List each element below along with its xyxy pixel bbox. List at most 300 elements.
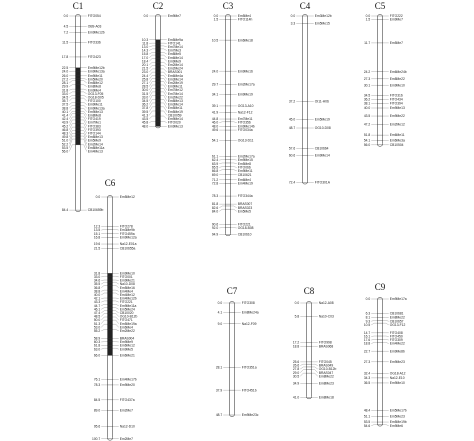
marker-position: 31.8 xyxy=(61,88,69,93)
marker-position: 48.7 xyxy=(215,413,223,418)
marker-position: 0.0 xyxy=(143,14,149,19)
position-leader xyxy=(149,99,155,104)
marker-position: 33.0 xyxy=(61,91,69,96)
chromosome-title: C8 xyxy=(303,286,315,296)
marker-leader xyxy=(81,145,87,152)
marker-name: Em7Me11 xyxy=(237,117,253,122)
marker-name: Em6Me11 xyxy=(389,133,405,138)
marker-name: FITO054 xyxy=(87,14,101,19)
marker-name: FITO423 xyxy=(87,55,101,60)
marker-name: FITO434 xyxy=(389,97,403,102)
marker-leader xyxy=(81,81,87,83)
marker-position: 1.5 xyxy=(365,17,371,22)
marker-position: 24.4 xyxy=(141,73,149,78)
marker-name: Em6Me3a xyxy=(389,138,405,143)
marker-name: Em6Me24b xyxy=(389,69,407,74)
marker-position: 34.5 xyxy=(61,95,69,100)
marker-position: 47.4 xyxy=(93,311,101,316)
marker-position: 44.7 xyxy=(93,303,101,308)
marker-position: 29.9 xyxy=(61,84,69,89)
marker-position: 10.3 xyxy=(141,37,149,42)
marker-position: 19.6 xyxy=(93,242,101,247)
marker-name: Em6Me4 xyxy=(119,325,133,330)
marker-name: Em4Me12b xyxy=(119,296,137,301)
marker-leader xyxy=(161,103,167,108)
marker-position: 40.1 xyxy=(61,109,69,114)
marker-name: Em8Me22 xyxy=(389,76,405,81)
position-leader xyxy=(101,229,107,230)
marker-name: CB10664 xyxy=(314,146,329,151)
position-leader xyxy=(149,88,155,93)
marker-name: Em9Me11 xyxy=(167,84,183,89)
marker-leader xyxy=(161,62,167,65)
marker-position: 21.5 xyxy=(93,246,101,251)
marker-position: 57.6 xyxy=(288,146,296,151)
marker-position: 28.5 xyxy=(141,84,149,89)
marker-position: 38.8 xyxy=(93,289,101,294)
marker-position: 37.9 xyxy=(215,388,223,393)
marker-name: Na12-A08 xyxy=(318,301,334,306)
marker-position: 22.5 xyxy=(61,65,69,70)
marker-name: FITO998 xyxy=(318,340,332,345)
marker-name: FITO221 xyxy=(119,300,133,305)
marker-position: 6.3 xyxy=(365,311,371,316)
marker-position: 39.5 xyxy=(141,109,149,114)
marker-leader xyxy=(161,55,167,58)
marker-position: 0.0 xyxy=(294,301,300,306)
marker-position: 39.1 xyxy=(211,104,219,109)
position-leader xyxy=(101,329,107,330)
marker-name: FITO309 xyxy=(389,338,403,343)
marker-name: Em7Me14 xyxy=(167,44,183,49)
position-leader xyxy=(149,55,155,58)
marker-name: Em9Me23 xyxy=(389,359,405,364)
marker-dense-region xyxy=(108,273,112,355)
marker-leader xyxy=(113,348,119,349)
marker-name: Em4Me22 xyxy=(389,341,405,346)
chromosome-title: C6 xyxy=(104,178,116,188)
marker-name: CB10621 xyxy=(237,172,252,177)
marker-name: Em4Me12 xyxy=(119,293,135,298)
chromosome-c1 xyxy=(62,1,105,212)
marker-position: 38.1 xyxy=(363,101,371,106)
marker-position: 34.3 xyxy=(363,375,371,380)
marker-name: FITO034a xyxy=(237,128,253,133)
marker-name: Em2Me14 xyxy=(167,62,183,67)
marker-name: Em9Me12a xyxy=(119,235,137,240)
marker-position: 90.6 xyxy=(211,222,219,227)
marker-position: 0.0 xyxy=(365,297,371,302)
marker-position: 82.6 xyxy=(211,205,219,210)
marker-position: 51.3 xyxy=(93,321,101,326)
marker-name: Em9Me10 xyxy=(389,83,405,88)
marker-leader xyxy=(161,78,167,83)
marker-name: Em9Me13 xyxy=(389,106,405,111)
position-leader xyxy=(149,46,155,47)
position-leader xyxy=(149,116,155,119)
marker-position: 13.5 xyxy=(93,228,101,233)
chromosome-c6 xyxy=(92,178,138,441)
marker-name: Na10-C03 xyxy=(318,314,334,319)
marker-name: FITO020 xyxy=(167,120,181,125)
marker-position: 30.1 xyxy=(363,83,371,88)
marker-position: 17.2 xyxy=(292,340,300,345)
position-leader xyxy=(69,117,75,123)
marker-name: Em3Me12b xyxy=(314,14,332,19)
marker-leader xyxy=(113,320,119,324)
marker-name: OG10-B12b xyxy=(318,367,337,372)
position-leader xyxy=(101,304,107,305)
marker-leader xyxy=(161,116,167,119)
marker-position: 76.1 xyxy=(93,377,101,382)
marker-leader xyxy=(81,139,87,148)
marker-name: Em5Me24 xyxy=(119,307,135,312)
marker-name: Em9Me11 xyxy=(87,102,103,107)
marker-position: 14.7 xyxy=(363,330,371,335)
marker-position: 3.3 xyxy=(290,21,296,26)
marker-position: 9.0 xyxy=(217,321,223,326)
marker-position: 37.2 xyxy=(288,99,296,104)
marker-position: 27.3 xyxy=(363,76,371,81)
marker-position: 48.7 xyxy=(288,126,296,131)
marker-leader xyxy=(161,52,167,54)
marker-name: Em5Me19b xyxy=(389,420,407,425)
marker-name: Em9Me14b xyxy=(237,124,255,129)
chromosome-title: C5 xyxy=(374,1,386,11)
marker-leader xyxy=(113,329,119,330)
marker-name: Em6Me4 xyxy=(237,177,251,182)
marker-name: Em8Me13 xyxy=(167,98,183,103)
marker-position: 22.7 xyxy=(363,349,371,354)
marker-leader xyxy=(81,95,87,97)
marker-name: BRAS047 xyxy=(318,370,334,375)
marker-position: 56.0 xyxy=(363,142,371,147)
marker-name: Em9Me12b xyxy=(87,65,105,70)
marker-name: Em6Me18 xyxy=(237,38,253,43)
marker-position: 0.0 xyxy=(290,14,296,19)
marker-name: Em5Me23 xyxy=(389,414,405,419)
marker-position: 18.4 xyxy=(141,59,149,64)
marker-name: Em6Me4a xyxy=(167,73,183,78)
marker-position: 16.1 xyxy=(363,334,371,339)
marker-name: FITO221 xyxy=(237,222,251,227)
marker-position: 49.8 xyxy=(61,135,69,140)
marker-position: 23.0 xyxy=(141,70,149,75)
marker-name: FITO394 xyxy=(389,101,403,106)
marker-position: 54.1 xyxy=(363,138,371,143)
marker-name: Em9Me21 xyxy=(119,278,135,283)
marker-position: 41.3 xyxy=(141,113,149,118)
marker-leader xyxy=(81,105,87,108)
marker-position: 34.5 xyxy=(363,93,371,98)
marker-name: CB10655a xyxy=(119,246,136,251)
marker-name: Em9Me8b xyxy=(389,349,405,354)
marker-position: 43.5 xyxy=(363,114,371,119)
marker-position: 72.4 xyxy=(288,180,296,185)
marker-name: Em5Me5 xyxy=(237,209,251,214)
marker-name: Em9Me13a xyxy=(87,106,105,111)
marker-position: 15.1 xyxy=(93,231,101,236)
marker-position: 35.5 xyxy=(93,282,101,287)
marker-leader xyxy=(161,46,167,47)
marker-position: 36.2 xyxy=(141,102,149,107)
marker-position: 48.5 xyxy=(93,314,101,319)
marker-position: 61.1 xyxy=(211,154,219,159)
position-leader xyxy=(69,79,75,80)
marker-position: 54.1 xyxy=(211,138,219,143)
marker-leader xyxy=(161,85,167,90)
position-leader xyxy=(149,111,155,115)
marker-position: 71.2 xyxy=(211,177,219,182)
marker-position: 14.3 xyxy=(141,48,149,53)
marker-position: 54.6 xyxy=(363,423,371,428)
marker-name: FITO459a xyxy=(119,231,135,236)
marker-position: 18.8 xyxy=(363,341,371,346)
marker-position: 11.5 xyxy=(62,40,69,45)
marker-name: FITO351a xyxy=(241,365,257,370)
marker-leader xyxy=(81,98,87,101)
marker-position: 29.0 xyxy=(292,370,300,375)
marker-position: 4.1 xyxy=(217,310,223,315)
marker-position: 25.6 xyxy=(292,359,300,364)
marker-name: BRAS023 xyxy=(237,205,253,210)
position-leader xyxy=(69,105,75,108)
marker-name: Em2Me24 xyxy=(167,66,183,71)
marker-name: Em5Me11 xyxy=(167,106,183,111)
marker-name: Em6Me14 xyxy=(167,55,183,60)
position-leader xyxy=(101,317,107,320)
position-leader xyxy=(300,373,306,376)
marker-name: BRAS001 xyxy=(167,70,183,75)
marker-position: 4.5 xyxy=(63,24,69,29)
position-leader xyxy=(219,206,225,208)
marker-name: Em9Me16 xyxy=(237,69,253,74)
marker-name: Em4Me4 xyxy=(119,289,133,294)
position-leader xyxy=(371,320,377,321)
position-leader xyxy=(371,425,377,426)
marker-name: FITO344a xyxy=(237,194,253,199)
marker-leader xyxy=(161,111,167,115)
marker-name: Em8Me24a xyxy=(241,310,259,315)
marker-position: 27.2 xyxy=(61,77,69,82)
chromosome-title: C3 xyxy=(222,1,234,11)
chromosome-title: C7 xyxy=(226,286,238,296)
marker-position: 43.5 xyxy=(141,116,149,121)
marker-name: Em4Me19 xyxy=(237,181,253,186)
marker-name: OG10-B12b xyxy=(119,314,138,319)
marker-leader xyxy=(113,276,119,277)
marker-position: 84.5 xyxy=(93,397,101,402)
position-leader xyxy=(371,342,377,343)
marker-name: Em9Me12b xyxy=(87,30,105,35)
position-leader xyxy=(149,49,155,51)
position-leader xyxy=(69,102,75,104)
marker-position: 0.0 xyxy=(213,14,219,19)
marker-name: BRAS068 xyxy=(318,344,334,349)
marker-position: 0.0 xyxy=(95,195,101,200)
marker-position: 53.0 xyxy=(93,325,101,330)
position-leader xyxy=(69,89,75,90)
marker-position: 30.5 xyxy=(292,374,300,379)
marker-name: FITO316 xyxy=(389,93,403,98)
marker-name: Em2Me17a xyxy=(237,82,255,87)
chromosome-bar xyxy=(377,15,383,147)
position-leader xyxy=(69,81,75,83)
marker-name: Em2Me7 xyxy=(119,436,133,441)
marker-position: 36.2 xyxy=(363,97,371,102)
position-leader xyxy=(101,301,107,302)
marker-name: Em9Me10 xyxy=(389,381,405,386)
marker-name: OG18-D05 xyxy=(87,95,104,100)
marker-position: 33.0 xyxy=(141,95,149,100)
marker-name: Em6Me21 xyxy=(119,353,135,358)
marker-position: 18.8 xyxy=(292,344,300,349)
position-leader xyxy=(149,85,155,90)
chromosome-bar xyxy=(302,15,308,185)
marker-position: 20.1 xyxy=(141,62,149,67)
marker-leader xyxy=(383,342,389,343)
marker-name: Na12-D10 xyxy=(119,424,135,429)
chromosome-bar xyxy=(225,15,231,236)
position-leader xyxy=(149,75,155,79)
marker-position: 36.5 xyxy=(363,381,371,386)
marker-leader xyxy=(161,49,167,51)
marker-name: Em9Me13a xyxy=(87,69,105,74)
marker-name: Em9Me13 xyxy=(167,124,183,129)
marker-leader xyxy=(81,79,87,80)
marker-name: Em6Me12 xyxy=(119,343,135,348)
marker-position: 31.8 xyxy=(93,271,101,276)
marker-position: 42.1 xyxy=(93,296,101,301)
marker-name: BRAS007 xyxy=(237,202,253,207)
marker-name: Em8Me8 xyxy=(87,113,101,118)
marker-name: FITO437a xyxy=(119,397,135,402)
chromosome-bar xyxy=(229,302,235,417)
chromosome-c9 xyxy=(364,282,407,428)
marker-name: Em2Me14 xyxy=(87,142,103,147)
chromosome-title: C1 xyxy=(72,1,84,11)
marker-position: 25.8 xyxy=(141,77,149,82)
marker-leader xyxy=(231,122,237,123)
marker-position: 48.0 xyxy=(211,124,219,129)
marker-position: 10.5 xyxy=(363,322,371,327)
marker-name: FITO451b xyxy=(241,388,257,393)
marker-name: Em9Me13 xyxy=(87,109,103,114)
marker-name: Em8Me12 xyxy=(87,81,103,86)
marker-position: 11.8 xyxy=(142,41,149,46)
position-leader xyxy=(219,209,225,211)
position-leader xyxy=(101,311,107,313)
marker-position: 17.6 xyxy=(363,338,371,343)
marker-position: 51.1 xyxy=(363,414,371,419)
marker-position: 60.6 xyxy=(288,153,296,158)
marker-leader xyxy=(113,282,119,284)
marker-position: 62.4 xyxy=(211,158,219,163)
marker-name: Em5Me20 xyxy=(87,77,103,82)
marker-position: 37.8 xyxy=(141,106,149,111)
marker-name: CB10504 xyxy=(389,142,404,147)
marker-name: FITO356 xyxy=(237,120,251,125)
marker-name: Em2Me19 xyxy=(167,80,183,85)
marker-name: Em9Me20 xyxy=(119,383,135,388)
marker-position: 30.0 xyxy=(141,88,149,93)
marker-position: 36.8 xyxy=(93,285,101,290)
marker-name: Em5Me19 xyxy=(314,117,330,122)
marker-position: 46.8 xyxy=(61,127,69,132)
marker-position: 45.8 xyxy=(141,120,149,125)
marker-name: Em5Me17b xyxy=(389,408,407,413)
marker-position: 41.9 xyxy=(211,110,219,115)
position-leader xyxy=(101,320,107,324)
position-leader xyxy=(219,170,225,171)
marker-leader xyxy=(81,117,87,123)
marker-name: BRAS004 xyxy=(119,336,135,341)
marker-name: Em2Me12 xyxy=(389,122,405,127)
marker-leader xyxy=(231,163,237,164)
marker-position: 63.0 xyxy=(93,347,101,352)
marker-position: 0.0 xyxy=(217,301,223,306)
marker-leader xyxy=(81,111,87,115)
marker-name: FITO222 xyxy=(389,14,403,19)
marker-position: 61.8 xyxy=(93,343,101,348)
marker-name: Em9Me9 xyxy=(119,340,133,345)
marker-name: Em8Me11a xyxy=(87,145,105,150)
marker-name: Em4Me17b xyxy=(119,377,137,382)
marker-position: 51.0 xyxy=(61,138,69,143)
marker-name: Em9Me11a xyxy=(119,303,137,308)
marker-position: 34.1 xyxy=(211,92,219,97)
chromosome-c8 xyxy=(293,286,337,399)
position-leader xyxy=(219,167,225,168)
position-leader xyxy=(149,121,155,122)
marker-name: OG18-A12 xyxy=(389,371,406,376)
marker-name: Na10-D08 xyxy=(119,282,135,287)
position-leader xyxy=(300,364,306,365)
marker-name: Em9Me7 xyxy=(167,14,181,19)
marker-position: 48.4 xyxy=(363,408,371,413)
marker-leader xyxy=(81,89,87,90)
position-leader xyxy=(149,72,155,76)
marker-leader xyxy=(383,320,389,321)
marker-leader xyxy=(312,367,318,369)
marker-position: 1.5 xyxy=(213,17,219,22)
marker-leader xyxy=(161,75,167,79)
position-leader xyxy=(371,339,377,340)
marker-position: 35.7 xyxy=(61,99,69,104)
marker-name: Em2Me22 xyxy=(167,95,183,100)
position-leader xyxy=(219,163,225,164)
marker-leader xyxy=(113,285,119,287)
marker-position: 21.5 xyxy=(141,66,149,71)
marker-leader xyxy=(161,82,167,87)
marker-name: Em7Me3 xyxy=(167,48,181,53)
marker-position: 29.7 xyxy=(211,82,219,87)
marker-name: CB10059 xyxy=(167,113,182,118)
marker-name: Em7Me14 xyxy=(167,91,183,96)
marker-position: 45.2 xyxy=(61,124,69,129)
marker-name: Em9Me11 xyxy=(87,73,103,78)
position-leader xyxy=(69,111,75,115)
marker-position: 81.8 xyxy=(211,202,219,207)
marker-leader xyxy=(113,301,119,302)
marker-position: 84.4 xyxy=(61,208,69,213)
marker-leader xyxy=(383,339,389,340)
position-leader xyxy=(149,103,155,108)
marker-name: CB10020 xyxy=(119,311,134,316)
position-leader xyxy=(69,139,75,148)
marker-position: 46.0 xyxy=(211,120,219,125)
position-leader xyxy=(300,367,306,369)
